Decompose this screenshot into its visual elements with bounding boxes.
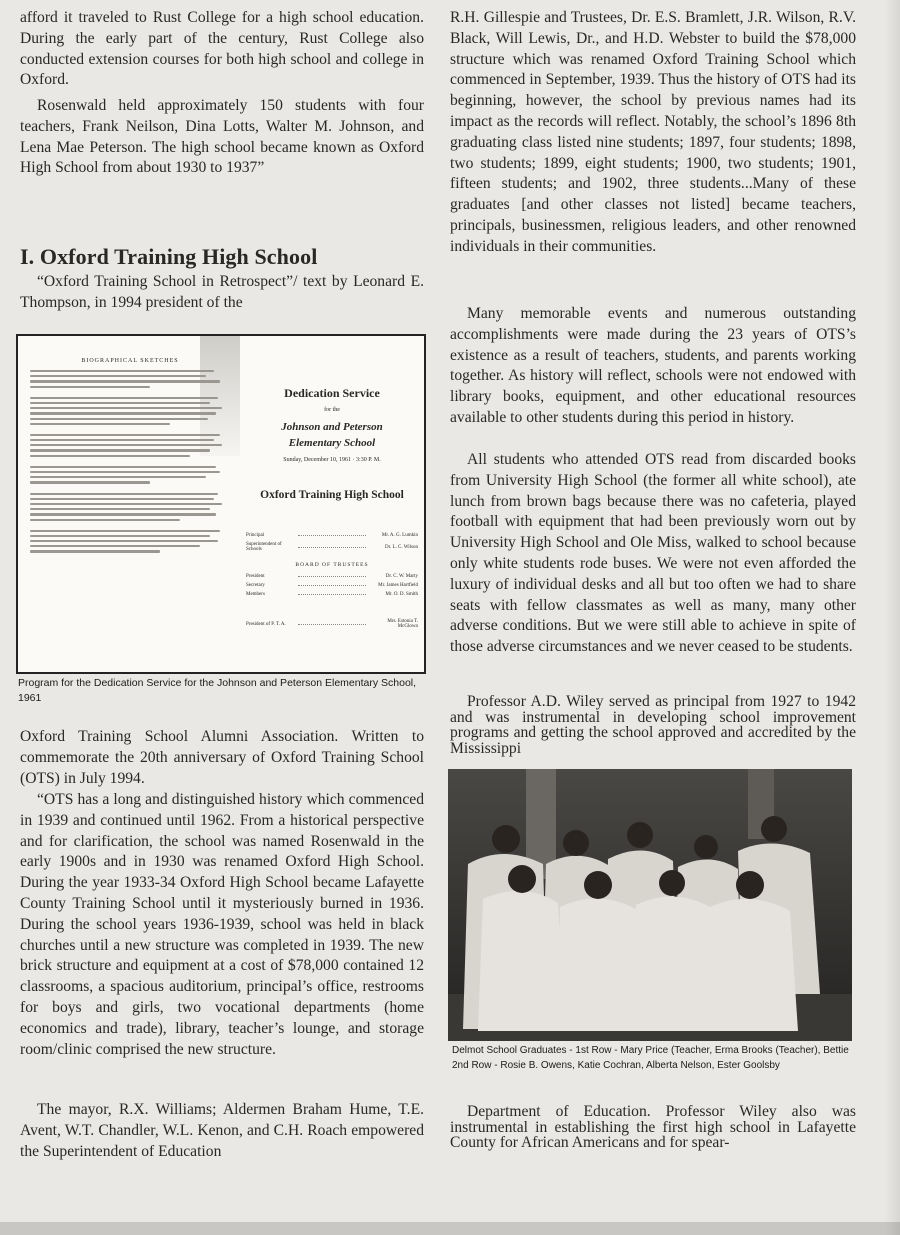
program-row: Secretary Mr. James Hartfield (246, 583, 418, 588)
program-dedication-title: Dedication Service (284, 386, 380, 400)
body-paragraph: Department of Education. Professor Wiley also was instrumental in establishing the first high school in Lafayette County for African Americans and for spear- (450, 1103, 856, 1152)
page-bottom-edge (0, 1222, 900, 1235)
program-cover (246, 376, 418, 633)
program-ots-title: Oxford Training High School (260, 489, 404, 501)
program-board-title: BOARD OF TRUSTEES (295, 562, 369, 568)
page-gutter-shadow (884, 0, 900, 1235)
body-paragraph: R.H. Gillespie and Trustees, Dr. E.S. Bramlett, J.R. Wilson, R.V. Black, Will Lewis, Dr., and H.D. Webster to build the $78,000 structure which was renamed Oxford Training School which commenced in September, 1939. Thus the history of OTS had its beginning, however, the school by previous names had its impact as the records will reflect. Notably, the school’s 1896 8th graduating class listed nine students; 1897, four students; 1898, two students; 1899, eight students; 1900, two students; 1901, fifteen students; and 1902, three students...Many of these graduates [and other classes not listed] became teachers, principals, businessmen, religious leaders, and other renowned individuals in their communities. (450, 9, 856, 255)
body-paragraph: afford it traveled to Rust College for a high school education. During the early part of the century, Rust College also conducted extension courses for both high school and college in Oxford. (20, 9, 424, 89)
body-paragraph: “Oxford Training School in Retrospect”/ text by Leonard E. Thompson, in 1994 president of the (20, 273, 424, 311)
photo-caption: Delmot School Graduates - 1st Row - Mary Price (Teacher, Erma Brooks (Teacher), Bettie 2nd Row - Rosie B. Owens, Katie Cochran, Alberta Nelson, Ester Goolsby (452, 1045, 849, 1071)
section-heading: I. Oxford Training High School (20, 244, 318, 269)
graduates-photo (448, 769, 852, 1041)
body-paragraph: Professor A.D. Wiley served as principal from 1927 to 1942 and was instrumental in developing school improvement programs and getting the school approved and accredited by the Mississippi (450, 693, 856, 757)
program-caption: Program for the Dedication Service for the Johnson and Peterson Elementary School, 1961 (18, 677, 417, 704)
program-date: Sunday, December 10, 1961 · 3:30 P. M. (283, 457, 381, 463)
program-row: President Dr. C. W. Marty (246, 574, 418, 579)
program-row: Superintendent of Schools Dr. L. C. Wilson (246, 542, 418, 552)
program-row: Principal Mr. A. G. Lumkin (246, 533, 418, 538)
body-paragraph: Many memorable events and numerous outstanding accomplishments were made during the 23 years of OTS’s existence as a result of teachers, students, and parents working together. As history will reflect, schools were not endowed with library books, equipment, and other educational resources available to other students during this period in history. (450, 305, 856, 426)
program-school-name-1: Johnson and Peterson (281, 421, 383, 433)
body-paragraph: The mayor, R.X. Williams; Aldermen Braham Hume, T.E. Avent, W.T. Chandler, W.L. Kenon, and C.H. Roach empowered the Superintendent of Education (20, 1101, 424, 1160)
body-paragraph: Oxford Training School Alumni Association. Written to commemorate the 20th anniversary of Oxford Training School (OTS) in July 1994. (20, 728, 424, 787)
graduates-photo-drawing (448, 769, 852, 1041)
program-school-name-2: Elementary School (288, 437, 376, 449)
program-row: President of P. T. A. Mrs. Estonia T. McGlown (246, 619, 418, 629)
program-left-title: BIOGRAPHICAL SKETCHES (81, 358, 179, 364)
program-biographical-sketches (30, 358, 230, 556)
program-for-the: for the (324, 407, 340, 413)
program-row: Members Mr. O. D. Smith (246, 592, 418, 597)
body-paragraph: All students who attended OTS read from discarded books from University High School (the former all white school), ate lunch from brown bags because there was no cafeteria, played football with equipment that had been previously worn out by University High School and Ole Miss, walked to school because only white students rode buses. We were not even afforded the luxury of individual desks and all but too often we had to share seats with fellow classmates as well as many, many other adverse conditions. But we were still able to achieve in spite of those adverse circumstances and we never ceased to be students. (450, 451, 856, 656)
body-paragraph: “OTS has a long and distinguished history which commenced in 1939 and continued until 1962. From a historical perspective and for clarification, the school was named Rosenwald in the early 1900s and in 1930 was renamed Oxford High School. During the year 1933-34 Oxford High School became Lafayette County Training School until it mysteriously burned in 1936. During the school years 1936-1939, school was held in black churches until a new structure was completed in 1939. The new brick structure and equipment at a cost of $78,000 contained 12 classrooms, a spacious auditorium, principal’s office, restrooms for boys and girls, two vocational departments (home economics and trade), library, teacher’s lounge, and storage room/clinic comprised the new structure. (20, 791, 424, 1058)
dedication-program-image (16, 334, 426, 674)
body-paragraph: Rosenwald held approximately 150 students with four teachers, Frank Neilson, Dina Lotts, Walter M. Johnson, and Lena Mae Peterson. The high school became known as Oxford High School from about 1930 to 1937” (20, 97, 424, 177)
